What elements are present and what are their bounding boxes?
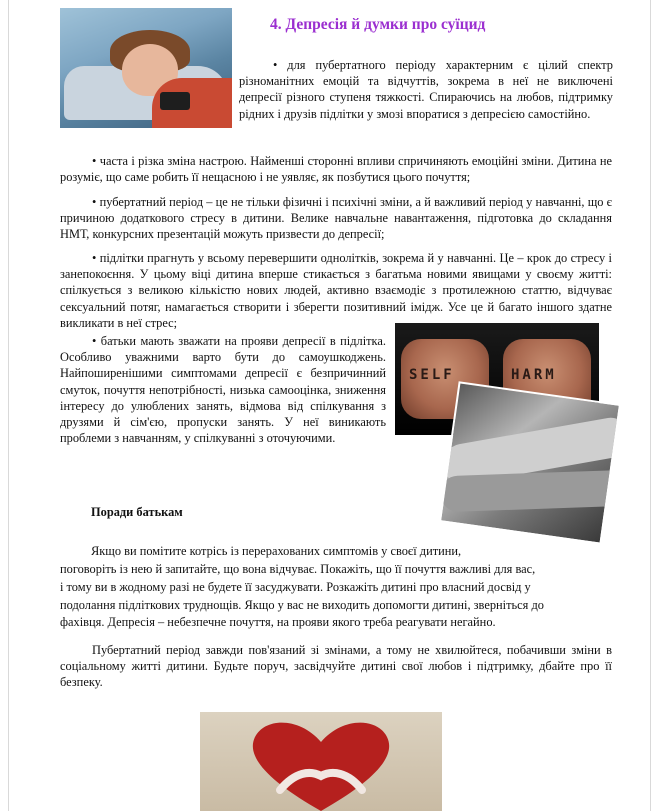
page-edge-right [650,0,651,811]
advice-title: Поради батькам [91,505,183,519]
list-item-text: підлітки прагнуть у всьому перевершити однолітків, зокрема й у навчанні. Це – крок до стресу і занепокоєння. У цьому віці дитина вперше стикається з багатьма новими явищами у своєму житті: спілкується з великою кількістю нових людей, активно взаємодіє з протилежною статтю, відчуває сексуальний потяг, намагається створити і зберегти позитивний імідж. Усе це й багато іншого здатне викликати в неї стрес; [60,251,612,330]
wrists-photo [439,381,621,544]
page-edge-left [8,0,9,811]
list-item-text: часта і різка зміна настрою. Найменші сторонні впливи спричиняють емоційні зміни. Дитина не розуміє, що саме робить її нещасною і не уявляє, як позбутися цього почуття; [60,154,612,185]
heart-icon [200,712,442,811]
section-heading: 4. Депресія й думки про суїцид [270,16,486,33]
bullet-marker: • [92,154,97,168]
list-item [60,250,612,331]
fist-text-left: SELF [409,367,455,383]
advice-line: фахівця. Депресія – небезпечне почуття, на прояви якого треба реагувати негайно. [60,615,496,629]
advice-line: подолання підліткових труднощів. Якщо у вас не виходить допомогти дитині, зверніться до [60,598,544,612]
list-item-text: батьки мають зважати на прояви депресії в підлітка. Особливо уважними варто бути до самоушкоджень. Найпоширенішими симптомами депресії є безпричинний смуток, почуття непотрібності, низька самооцінка, зниження інтересу до улюблених занять, відмова від спілкування з друзями й сім'єю, пропуски занять. У неї виникають проблеми з навчанням, у спілкуванні з оточуючими. [60,334,386,446]
fist-text-right: HARM [511,367,557,383]
advice-line: і тому ви в жодному разі не будете її засуджувати. Розкажіть дитині про власний досвід у [60,580,531,594]
list-item [60,333,386,446]
teen-with-phone-photo [60,8,232,128]
list-item-text: пубертатний період – це не тільки фізичні і психічні зміни, а й важливий період у навчанні, що є причиною додаткового стресу в дитини. Велике навчальне навантаження, підготовка до складання НМТ, конкурсних презентацій можуть призвести до депресії; [60,195,612,242]
advice-line: Якщо ви помітите котрісь із перерахованих симптомів у своєї дитини, [91,544,462,558]
closing-paragraph: Пубертатний період завжди пов'язаний зі змінами, а тому не хвилюйтеся, побачивши зміни в соціальному житті дитини. Будьте поруч, засвідчуйте дитині свої любов і підтримку, дбайте про її безпеку. [60,643,612,690]
bullet-marker: • [92,195,97,209]
bullet-marker: • [92,334,97,348]
advice-line: поговоріть із нею й запитайте, що вона відчуває. Покажіть, що її почуття важливі для вас, [60,562,536,576]
list-item [60,153,612,185]
heart-hug-photo [200,712,442,811]
intro-paragraph: • для пубертатного періоду характерним є цілий спектр різноманітних емоцій та відчуттів, зокрема в неї не виключені депресії різного ступеня тяжкості. Спираючись на любов, підтримку рідних і друзів підлітки у змозі впоратися з депресією самостійно. [239,58,613,121]
list-item [60,194,612,243]
bullet-marker: • [92,251,97,265]
